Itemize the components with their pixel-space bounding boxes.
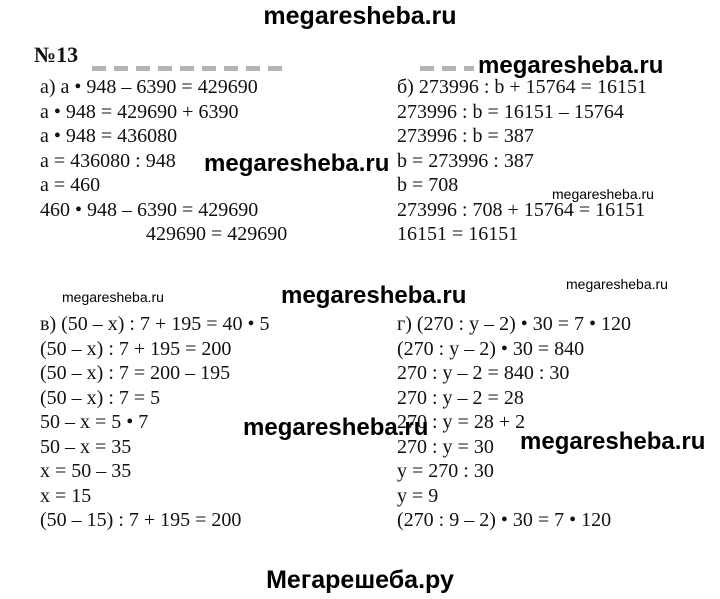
equation-line: х = 50 – 35 (40, 460, 132, 482)
equation-line: 50 – х = 35 (40, 435, 132, 458)
equation-line: (50 – х) : 7 = 200 – 195 (40, 362, 231, 384)
equation-line: а = 436080 : 948 (40, 149, 176, 172)
equation-line: 16151 = 16151 (397, 223, 519, 245)
equation-line: а • 948 = 436080 (40, 125, 178, 147)
solution-part-g (397, 312, 631, 533)
equation-line: 273996 : b = 387 (397, 125, 534, 147)
equation-line: 270 : у = 28 + 2 (397, 411, 526, 433)
cut-off-line-left (92, 66, 288, 71)
equation-line: у = 270 : 30 (397, 460, 494, 482)
equation-line: а) а • 948 – 6390 = 429690 (40, 76, 258, 98)
equation-line: 273996 : 708 + 15764 = 16151 (397, 198, 646, 221)
equation-line: 270 : у = 30 (397, 435, 494, 458)
equation-line: 270 : у – 2 = 840 : 30 (397, 362, 570, 384)
cut-off-line-right (420, 66, 474, 71)
equation-line: а • 948 = 429690 + 6390 (40, 100, 239, 123)
equation-line: (50 – х) : 7 = 5 (40, 386, 161, 409)
problem-number: №13 (34, 42, 79, 67)
equation-line: (50 – х) : 7 + 195 = 200 (40, 337, 232, 360)
equation-line: 50 – х = 5 • 7 (40, 411, 149, 433)
equation-line: 429690 = 429690 (146, 223, 288, 245)
equation-line: а = 460 (40, 174, 101, 196)
equation-line: b = 708 (397, 174, 459, 196)
equation-line: х = 15 (40, 484, 92, 507)
watermark: megaresheba.ru (204, 150, 390, 177)
equation-line: у = 9 (397, 484, 439, 507)
equation-line: (50 – 15) : 7 + 195 = 200 (40, 509, 242, 531)
watermark: megaresheba.ru (478, 52, 664, 79)
solution-part-b (397, 75, 647, 247)
equation-line: (270 : у – 2) • 30 = 840 (397, 337, 585, 360)
equation-line: в) (50 – х) : 7 + 195 = 40 • 5 (40, 313, 270, 335)
equation-line: 460 • 948 – 6390 = 429690 (40, 198, 259, 221)
solution-part-v (40, 312, 270, 533)
watermark: megaresheba.ru (520, 428, 706, 455)
watermark: megaresheba.ru (566, 276, 668, 292)
equation-line: б) 273996 : b + 15764 = 16151 (397, 76, 647, 98)
watermark: megaresheba.ru (243, 414, 429, 441)
equation-line: (270 : 9 – 2) • 30 = 7 • 120 (397, 509, 612, 531)
watermark: megaresheba.ru (552, 186, 654, 202)
equation-line: 270 : у – 2 = 28 (397, 386, 524, 409)
equation-line: г) (270 : у – 2) • 30 = 7 • 120 (397, 313, 632, 335)
equation-line: 273996 : b = 16151 – 15764 (397, 100, 624, 123)
watermark-bottom: Мегарешеба.ру (266, 566, 454, 594)
equation-line: b = 273996 : 387 (397, 149, 534, 172)
watermark: megaresheba.ru (281, 282, 467, 309)
watermark-top: megaresheba.ru (263, 2, 457, 30)
watermark: megaresheba.ru (62, 289, 164, 305)
